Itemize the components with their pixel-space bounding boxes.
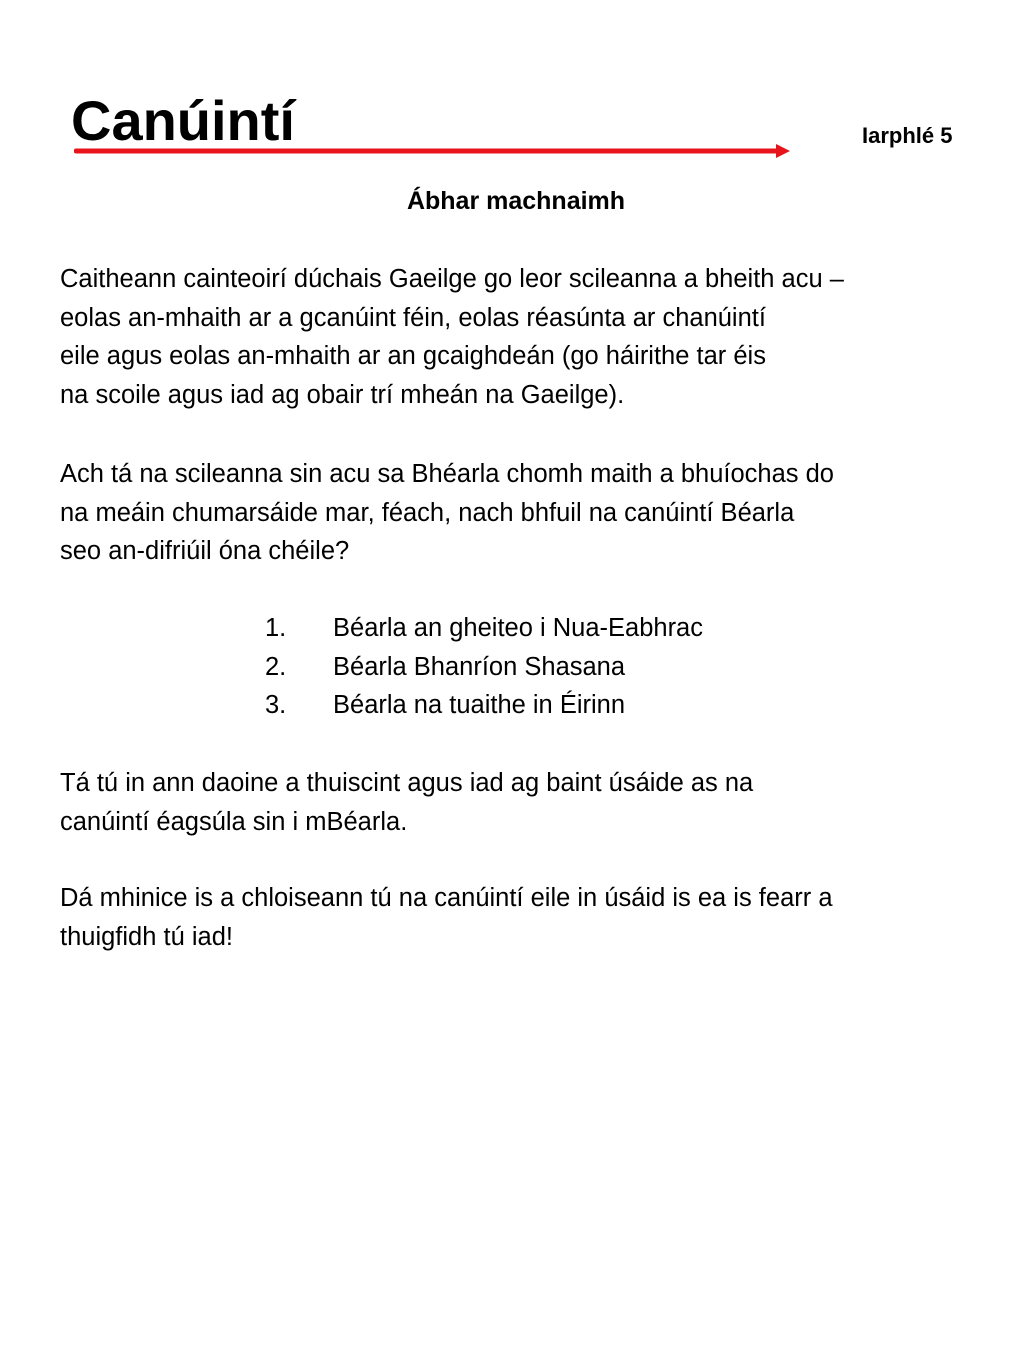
title-underline-arrow (74, 140, 794, 162)
paragraph-intro (60, 260, 970, 414)
list-item-number: 1. (265, 614, 287, 642)
page-title: Canúintí (71, 89, 295, 152)
dialect-list (265, 609, 703, 725)
paragraph-english-question (60, 455, 970, 571)
paragraph-conclusion (60, 879, 970, 956)
paragraph-line: Caitheann cainteoirí dúchais Gaeilge go leor scileanna a bheith acu – (60, 265, 844, 293)
list-item-number: 3. (265, 691, 287, 719)
paragraph-line: Dá mhinice is a chloiseann tú na canúintí eile in úsáid is ea is fearr a (60, 884, 833, 912)
section-subtitle: Ábhar machnaimh (406, 187, 626, 215)
list-item-number: 2. (265, 652, 287, 681)
paragraph-line: canúintí éagsúla sin i mBéarla. (60, 807, 408, 836)
paragraph-line: na meáin chumarsáide mar, féach, nach bhfuil na canúintí Béarla (60, 498, 795, 527)
list-item (265, 648, 703, 687)
paragraph-line: seo an-difriúil óna chéile? (60, 537, 350, 565)
list-item-text: Béarla an gheiteo i Nua-Eabhrac (333, 614, 703, 642)
paragraph-understanding (60, 764, 970, 841)
paragraph-line: thuigfidh tú iad! (60, 922, 233, 951)
paragraph-line: Ach tá na scileanna sin acu sa Bhéarla chomh maith a bhuíochas do (60, 460, 834, 488)
paragraph-line: eolas an-mhaith ar a gcanúint féin, eolas réasúnta ar chanúintí (60, 303, 766, 332)
list-item (265, 609, 703, 648)
appendix-label: Iarphlé 5 (862, 123, 953, 148)
paragraph-line: na scoile agus iad ag obair trí mheán na Gaeilge). (60, 380, 625, 409)
paragraph-line: Tá tú in ann daoine a thuiscint agus iad ag baint úsáide as na (60, 769, 754, 797)
paragraph-line: eile agus eolas an-mhaith ar an gcaighdeán (go háirithe tar éis (60, 342, 766, 370)
list-item-text: Béarla Bhanríon Shasana (333, 652, 626, 681)
list-item-text: Béarla na tuaithe in Éirinn (333, 691, 626, 719)
list-item (265, 686, 703, 725)
